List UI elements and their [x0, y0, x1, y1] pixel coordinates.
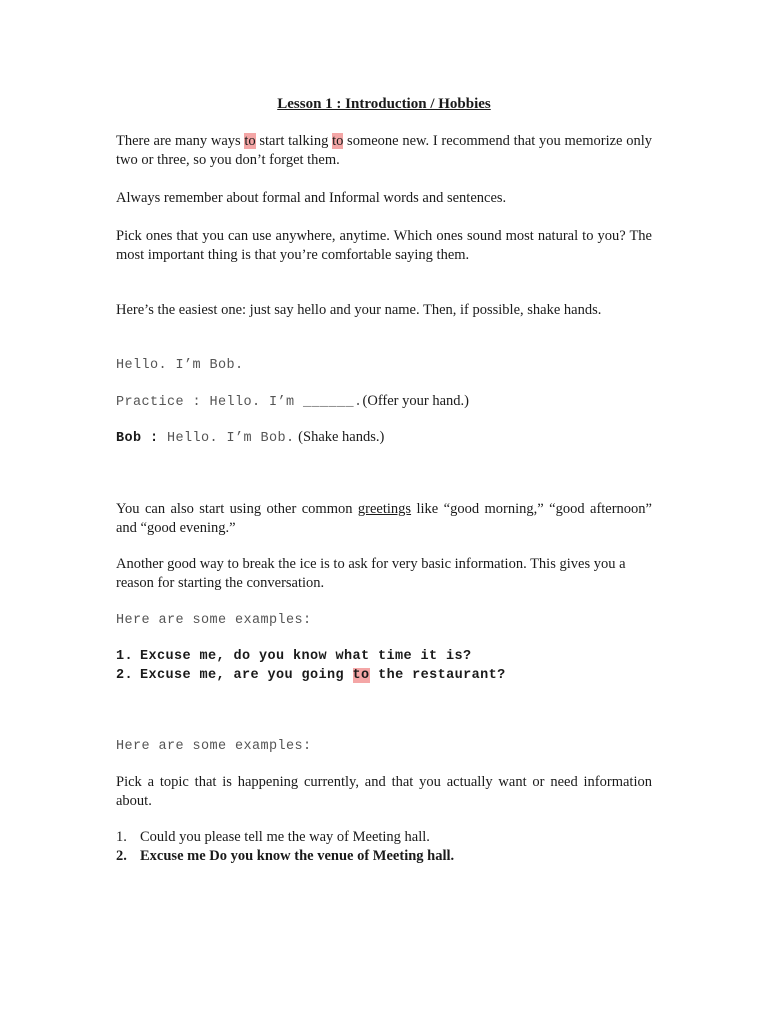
- list-text-post: the restaurant?: [369, 668, 506, 683]
- examples-heading-2: Here are some examples:: [116, 739, 312, 754]
- intro-text-a: There are many ways: [116, 133, 245, 149]
- intro-text-c: someone new. I recommend that you memorize only two or three, so you don’t forget them.: [116, 133, 652, 168]
- list-number: 2.: [116, 848, 127, 864]
- examples-list-2: [116, 828, 676, 866]
- bob-mono: Hello. I’m Bob.: [158, 431, 295, 446]
- paragraph-greetings: [116, 500, 652, 538]
- list-number: 1.: [116, 829, 127, 845]
- list-text: Excuse me, do you know what time it is?: [140, 649, 472, 664]
- bob-speaker: Bob :: [116, 431, 159, 446]
- paragraph-easiest: Here’s the easiest one: just say hello and your name. Then, if possible, shake hands.: [116, 302, 602, 318]
- paragraph-break-ice: Another good way to break the ice is to ask for very basic information. This gives you a reason for starting the conversation.: [116, 556, 626, 591]
- greetings-text-b: like “good morning,” “good afternoon” and “good evening.”: [116, 501, 652, 536]
- paragraph-pick-topic: Pick a topic that is happening currently, and that you actually want or need information about.: [116, 774, 652, 809]
- greetings-link[interactable]: greetings: [357, 501, 412, 517]
- practice-note: (Offer your hand.): [362, 393, 469, 409]
- intro-text-b: start talking: [255, 133, 333, 149]
- paragraph-pick-ones: Pick ones that you can use anywhere, anytime. Which ones sound most natural to you? The most important thing is that you’re comfortable saying them.: [116, 228, 652, 263]
- list-item: [116, 828, 676, 847]
- list-item: [116, 666, 676, 685]
- list-text: Could you please tell me the way of Meeting hall.: [140, 829, 430, 845]
- line-bob: [116, 428, 652, 448]
- list-item: [116, 847, 676, 866]
- highlight-to-3: to: [352, 668, 370, 683]
- highlight-to-1: to: [244, 133, 256, 149]
- bob-note: (Shake hands.): [294, 429, 385, 445]
- highlight-to-2: to: [332, 133, 344, 149]
- page-title: Lesson 1 : Introduction / Hobbies: [277, 96, 491, 112]
- line-hello: Hello. I’m Bob.: [116, 358, 244, 373]
- examples-list-1: [116, 647, 676, 685]
- list-number: 2.: [116, 668, 134, 683]
- practice-mono: Practice : Hello. I’m ______.: [116, 395, 363, 410]
- greetings-text-a: You can also start using other common: [116, 501, 358, 517]
- line-practice: [116, 392, 652, 412]
- examples-heading-1: Here are some examples:: [116, 613, 312, 628]
- list-text: Excuse me Do you know the venue of Meeting hall.: [140, 848, 455, 864]
- list-number: 1.: [116, 649, 134, 664]
- paragraph-intro: [116, 132, 652, 170]
- list-text-pre: Excuse me, are you going: [140, 668, 353, 683]
- list-item: [116, 647, 676, 666]
- paragraph-formal: Always remember about formal and Informal words and sentences.: [116, 190, 507, 206]
